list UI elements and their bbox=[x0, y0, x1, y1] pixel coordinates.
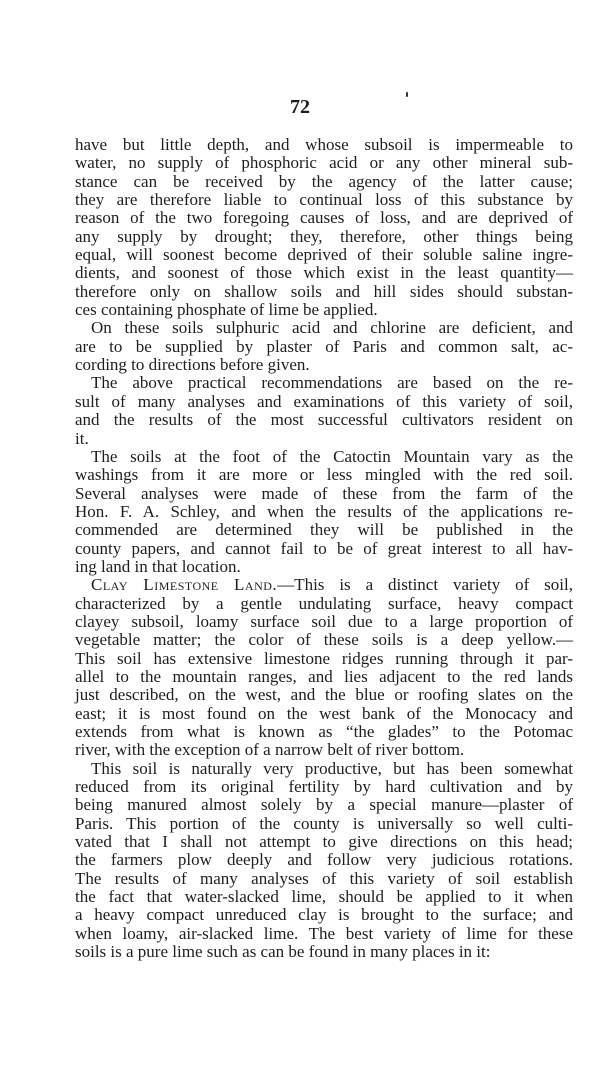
text-line: they are therefore liable to continual loss of this substance by bbox=[75, 190, 573, 210]
paragraph bbox=[75, 448, 573, 576]
text-line: dients, and soonest of those which exist in the least quantity— bbox=[75, 263, 573, 283]
text-line: allel to the mountain ranges, and lies adjacent to the red lands bbox=[75, 666, 573, 686]
paragraph bbox=[75, 136, 573, 319]
body-text bbox=[75, 136, 573, 961]
text-line: sult of many analyses and examinations of this variety of soil, bbox=[75, 391, 573, 411]
text-line: Several analyses were made of these from the farm of the bbox=[75, 483, 573, 503]
text-line: county papers, and cannot fail to be of great interest to all hav- bbox=[75, 538, 573, 558]
text-line: commended are determined they will be published in the bbox=[75, 520, 573, 540]
text-line: The soils at the foot of the Catoctin Mountain vary as the bbox=[91, 446, 573, 466]
text-line: it. bbox=[75, 428, 89, 448]
paragraph bbox=[75, 576, 573, 759]
text-line: This soil has extensive limestone ridges running through it par- bbox=[75, 648, 573, 668]
section-heading: Clay Limestone Land. bbox=[91, 575, 278, 595]
text-line: The above practical recommendations are based on the re- bbox=[91, 373, 573, 393]
text-line: On these soils sulphuric acid and chlorine are deficient, and bbox=[91, 318, 573, 338]
text-line: therefore only on shallow soils and hill sides should substan- bbox=[75, 281, 573, 301]
text-line-rest: —This is a distinct variety of soil, bbox=[277, 575, 573, 595]
text-line: equal, will soonest become deprived of their soluble saline ingre- bbox=[75, 245, 573, 265]
text-line: characterized by a gentle undulating surface, heavy compact bbox=[75, 593, 573, 613]
text-line: just described, on the west, and the blue or roofing slates on the bbox=[75, 685, 573, 705]
paragraph bbox=[75, 319, 573, 374]
paragraph bbox=[75, 374, 573, 447]
paragraph bbox=[75, 760, 573, 962]
text-line: soils is a pure lime such as can be found in many places in it: bbox=[75, 942, 491, 962]
text-line: clayey subsoil, loamy surface soil due to a large proportion of bbox=[75, 611, 573, 631]
text-line: The results of many analyses of this variety of soil establish bbox=[75, 868, 573, 888]
text-line: and the results of the most successful cultivators resident on bbox=[75, 410, 573, 430]
text-line: the fact that water-slacked lime, should be applied to it when bbox=[75, 887, 573, 907]
text-line bbox=[75, 576, 573, 594]
text-line: Hon. F. A. Schley, and when the results of the applications re- bbox=[75, 501, 573, 521]
text-line: vegetable matter; the color of these soils is a deep yellow.— bbox=[75, 630, 573, 650]
text-line: reason of the two foregoing causes of loss, and are deprived of bbox=[75, 208, 573, 228]
text-line: extends from what is known as “the glades” to the Potomac bbox=[75, 722, 573, 741]
text-line: any supply by drought; they, therefore, other things being bbox=[75, 226, 573, 246]
text-line: are to be supplied by plaster of Paris and common salt, ac- bbox=[75, 336, 573, 356]
text-line: being manured almost solely by a special manure—plaster of bbox=[75, 795, 573, 815]
page-number: 72 bbox=[290, 96, 310, 118]
text-line: washings from it are more or less mingled with the red soil. bbox=[75, 465, 573, 485]
text-line: river, with the exception of a narrow belt of river bottom. bbox=[75, 740, 465, 760]
text-line: the farmers plow deeply and follow very judicious rotations. bbox=[75, 850, 573, 870]
text-line: vated that I shall not attempt to give directions on this head; bbox=[75, 832, 573, 852]
text-line: water, no supply of phosphoric acid or any other mineral sub- bbox=[75, 153, 573, 173]
text-line: ces containing phosphate of lime be applied. bbox=[75, 300, 378, 320]
text-line: stance can be received by the agency of the latter cause; bbox=[75, 171, 573, 191]
ink-speck bbox=[406, 92, 408, 97]
text-line: cording to directions before given. bbox=[75, 355, 310, 375]
text-line: east; it is most found on the west bank of the Monocacy and bbox=[75, 703, 573, 723]
text-line: a heavy compact unreduced clay is brought to the surface; and bbox=[75, 905, 573, 925]
text-line: have but little depth, and whose subsoil is impermeable to bbox=[75, 135, 573, 154]
text-line: reduced from its original fertility by hard cultivation and by bbox=[75, 777, 573, 797]
text-line: Paris. This portion of the county is universally so well culti- bbox=[75, 813, 573, 833]
text-line: ing land in that location. bbox=[75, 556, 241, 576]
text-line: This soil is naturally very productive, but has been somewhat bbox=[91, 758, 573, 778]
text-line: when loamy, air-slacked lime. The best variety of lime for these bbox=[75, 923, 573, 943]
